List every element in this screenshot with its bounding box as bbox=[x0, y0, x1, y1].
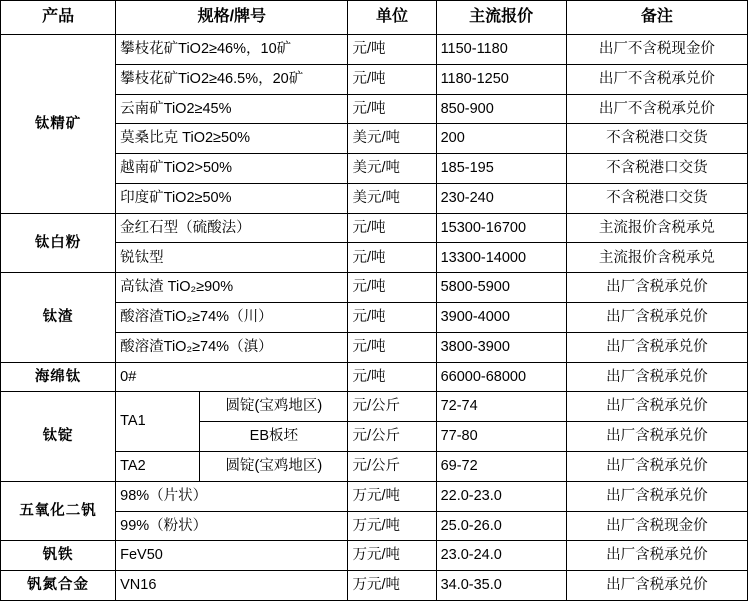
product-name-cell: 钛白粉 bbox=[1, 213, 116, 273]
price-cell: 66000-68000 bbox=[436, 362, 566, 392]
price-cell: 185-195 bbox=[436, 154, 566, 184]
table-row bbox=[1, 541, 748, 571]
unit-cell: 元/吨 bbox=[348, 332, 436, 362]
spec-cell: 印度矿TiO2≥50% bbox=[116, 183, 348, 213]
unit-cell: 万元/吨 bbox=[348, 481, 436, 511]
table-header-row bbox=[1, 1, 748, 35]
remark-cell: 出厂含税现金价 bbox=[566, 511, 747, 541]
spec-cell: 越南矿TiO2>50% bbox=[116, 154, 348, 184]
unit-cell: 元/吨 bbox=[348, 35, 436, 65]
unit-cell: 元/吨 bbox=[348, 94, 436, 124]
spec-cell: 0# bbox=[116, 362, 348, 392]
unit-cell: 元/吨 bbox=[348, 273, 436, 303]
price-cell: 72-74 bbox=[436, 392, 566, 422]
remark-cell: 出厂含税承兑价 bbox=[566, 481, 747, 511]
remark-cell: 出厂含税承兑价 bbox=[566, 392, 747, 422]
price-cell: 230-240 bbox=[436, 183, 566, 213]
spec-cell: FeV50 bbox=[116, 541, 348, 571]
grade-cell: TA2 bbox=[116, 451, 200, 481]
product-name-cell: 五氧化二钒 bbox=[1, 481, 116, 541]
product-name-cell: 钒铁 bbox=[1, 541, 116, 571]
unit-cell: 元/吨 bbox=[348, 243, 436, 273]
table-row bbox=[1, 571, 748, 601]
spec-cell: 98%（片状） bbox=[116, 481, 348, 511]
price-cell: 5800-5900 bbox=[436, 273, 566, 303]
spec-cell: 金红石型（硫酸法） bbox=[116, 213, 348, 243]
spec-cell: 圆锭(宝鸡地区) bbox=[200, 392, 348, 422]
remark-cell: 不含税港口交货 bbox=[566, 124, 747, 154]
remark-cell: 不含税港口交货 bbox=[566, 183, 747, 213]
table-body bbox=[1, 35, 748, 601]
unit-cell: 元/吨 bbox=[348, 64, 436, 94]
price-cell: 15300-16700 bbox=[436, 213, 566, 243]
header-unit: 单位 bbox=[348, 1, 436, 35]
remark-cell: 出厂含税承兑价 bbox=[566, 332, 747, 362]
unit-cell: 万元/吨 bbox=[348, 541, 436, 571]
price-cell: 200 bbox=[436, 124, 566, 154]
unit-cell: 元/吨 bbox=[348, 213, 436, 243]
remark-cell: 主流报价含税承兑 bbox=[566, 213, 747, 243]
unit-cell: 元/公斤 bbox=[348, 422, 436, 452]
remark-cell: 主流报价含税承兑 bbox=[566, 243, 747, 273]
table-row bbox=[1, 213, 748, 243]
unit-cell: 万元/吨 bbox=[348, 511, 436, 541]
price-cell: 1150-1180 bbox=[436, 35, 566, 65]
remark-cell: 出厂不含税承兑价 bbox=[566, 64, 747, 94]
spec-cell: EB板坯 bbox=[200, 422, 348, 452]
spec-cell: 莫桑比克 TiO2≥50% bbox=[116, 124, 348, 154]
table-row bbox=[1, 273, 748, 303]
table-row bbox=[1, 362, 748, 392]
spec-cell: 99%（粉状） bbox=[116, 511, 348, 541]
price-cell: 25.0-26.0 bbox=[436, 511, 566, 541]
remark-cell: 出厂含税承兑价 bbox=[566, 541, 747, 571]
remark-cell: 出厂不含税承兑价 bbox=[566, 94, 747, 124]
spec-cell: 酸溶渣TiO₂≥74%（川） bbox=[116, 303, 348, 333]
remark-cell: 出厂含税承兑价 bbox=[566, 451, 747, 481]
remark-cell: 出厂含税承兑价 bbox=[566, 571, 747, 601]
remark-cell: 出厂含税承兑价 bbox=[566, 362, 747, 392]
remark-cell: 出厂不含税现金价 bbox=[566, 35, 747, 65]
remark-cell: 出厂含税承兑价 bbox=[566, 273, 747, 303]
product-name-cell: 钛锭 bbox=[1, 392, 116, 481]
spec-cell: 高钛渣 TiO₂≥90% bbox=[116, 273, 348, 303]
remark-cell: 不含税港口交货 bbox=[566, 154, 747, 184]
spec-cell: 云南矿TiO2≥45% bbox=[116, 94, 348, 124]
spec-cell: VN16 bbox=[116, 571, 348, 601]
header-price: 主流报价 bbox=[436, 1, 566, 35]
unit-cell: 元/吨 bbox=[348, 362, 436, 392]
unit-cell: 万元/吨 bbox=[348, 571, 436, 601]
table-row bbox=[1, 392, 748, 422]
unit-cell: 元/公斤 bbox=[348, 451, 436, 481]
price-cell: 850-900 bbox=[436, 94, 566, 124]
spec-cell: 圆锭(宝鸡地区) bbox=[200, 451, 348, 481]
price-cell: 3900-4000 bbox=[436, 303, 566, 333]
header-spec: 规格/牌号 bbox=[116, 1, 348, 35]
header-product: 产品 bbox=[1, 1, 116, 35]
remark-cell: 出厂含税承兑价 bbox=[566, 303, 747, 333]
product-name-cell: 海绵钛 bbox=[1, 362, 116, 392]
price-cell: 1180-1250 bbox=[436, 64, 566, 94]
product-name-cell: 钛渣 bbox=[1, 273, 116, 362]
spec-cell: 攀枝花矿TiO2≥46.5%，20矿 bbox=[116, 64, 348, 94]
price-cell: 3800-3900 bbox=[436, 332, 566, 362]
unit-cell: 元/公斤 bbox=[348, 392, 436, 422]
spec-cell: 酸溶渣TiO₂≥74%（滇） bbox=[116, 332, 348, 362]
unit-cell: 美元/吨 bbox=[348, 154, 436, 184]
remark-cell: 出厂含税承兑价 bbox=[566, 422, 747, 452]
spec-cell: 攀枝花矿TiO2≥46%，10矿 bbox=[116, 35, 348, 65]
price-cell: 69-72 bbox=[436, 451, 566, 481]
price-cell: 34.0-35.0 bbox=[436, 571, 566, 601]
product-name-cell: 钛精矿 bbox=[1, 35, 116, 214]
unit-cell: 美元/吨 bbox=[348, 183, 436, 213]
product-name-cell: 钒氮合金 bbox=[1, 571, 116, 601]
price-cell: 77-80 bbox=[436, 422, 566, 452]
price-cell: 13300-14000 bbox=[436, 243, 566, 273]
unit-cell: 元/吨 bbox=[348, 303, 436, 333]
price-cell: 23.0-24.0 bbox=[436, 541, 566, 571]
table-row bbox=[1, 35, 748, 65]
table-row bbox=[1, 481, 748, 511]
spec-cell: 锐钛型 bbox=[116, 243, 348, 273]
unit-cell: 美元/吨 bbox=[348, 124, 436, 154]
header-remark: 备注 bbox=[566, 1, 747, 35]
grade-cell: TA1 bbox=[116, 392, 200, 452]
price-cell: 22.0-23.0 bbox=[436, 481, 566, 511]
